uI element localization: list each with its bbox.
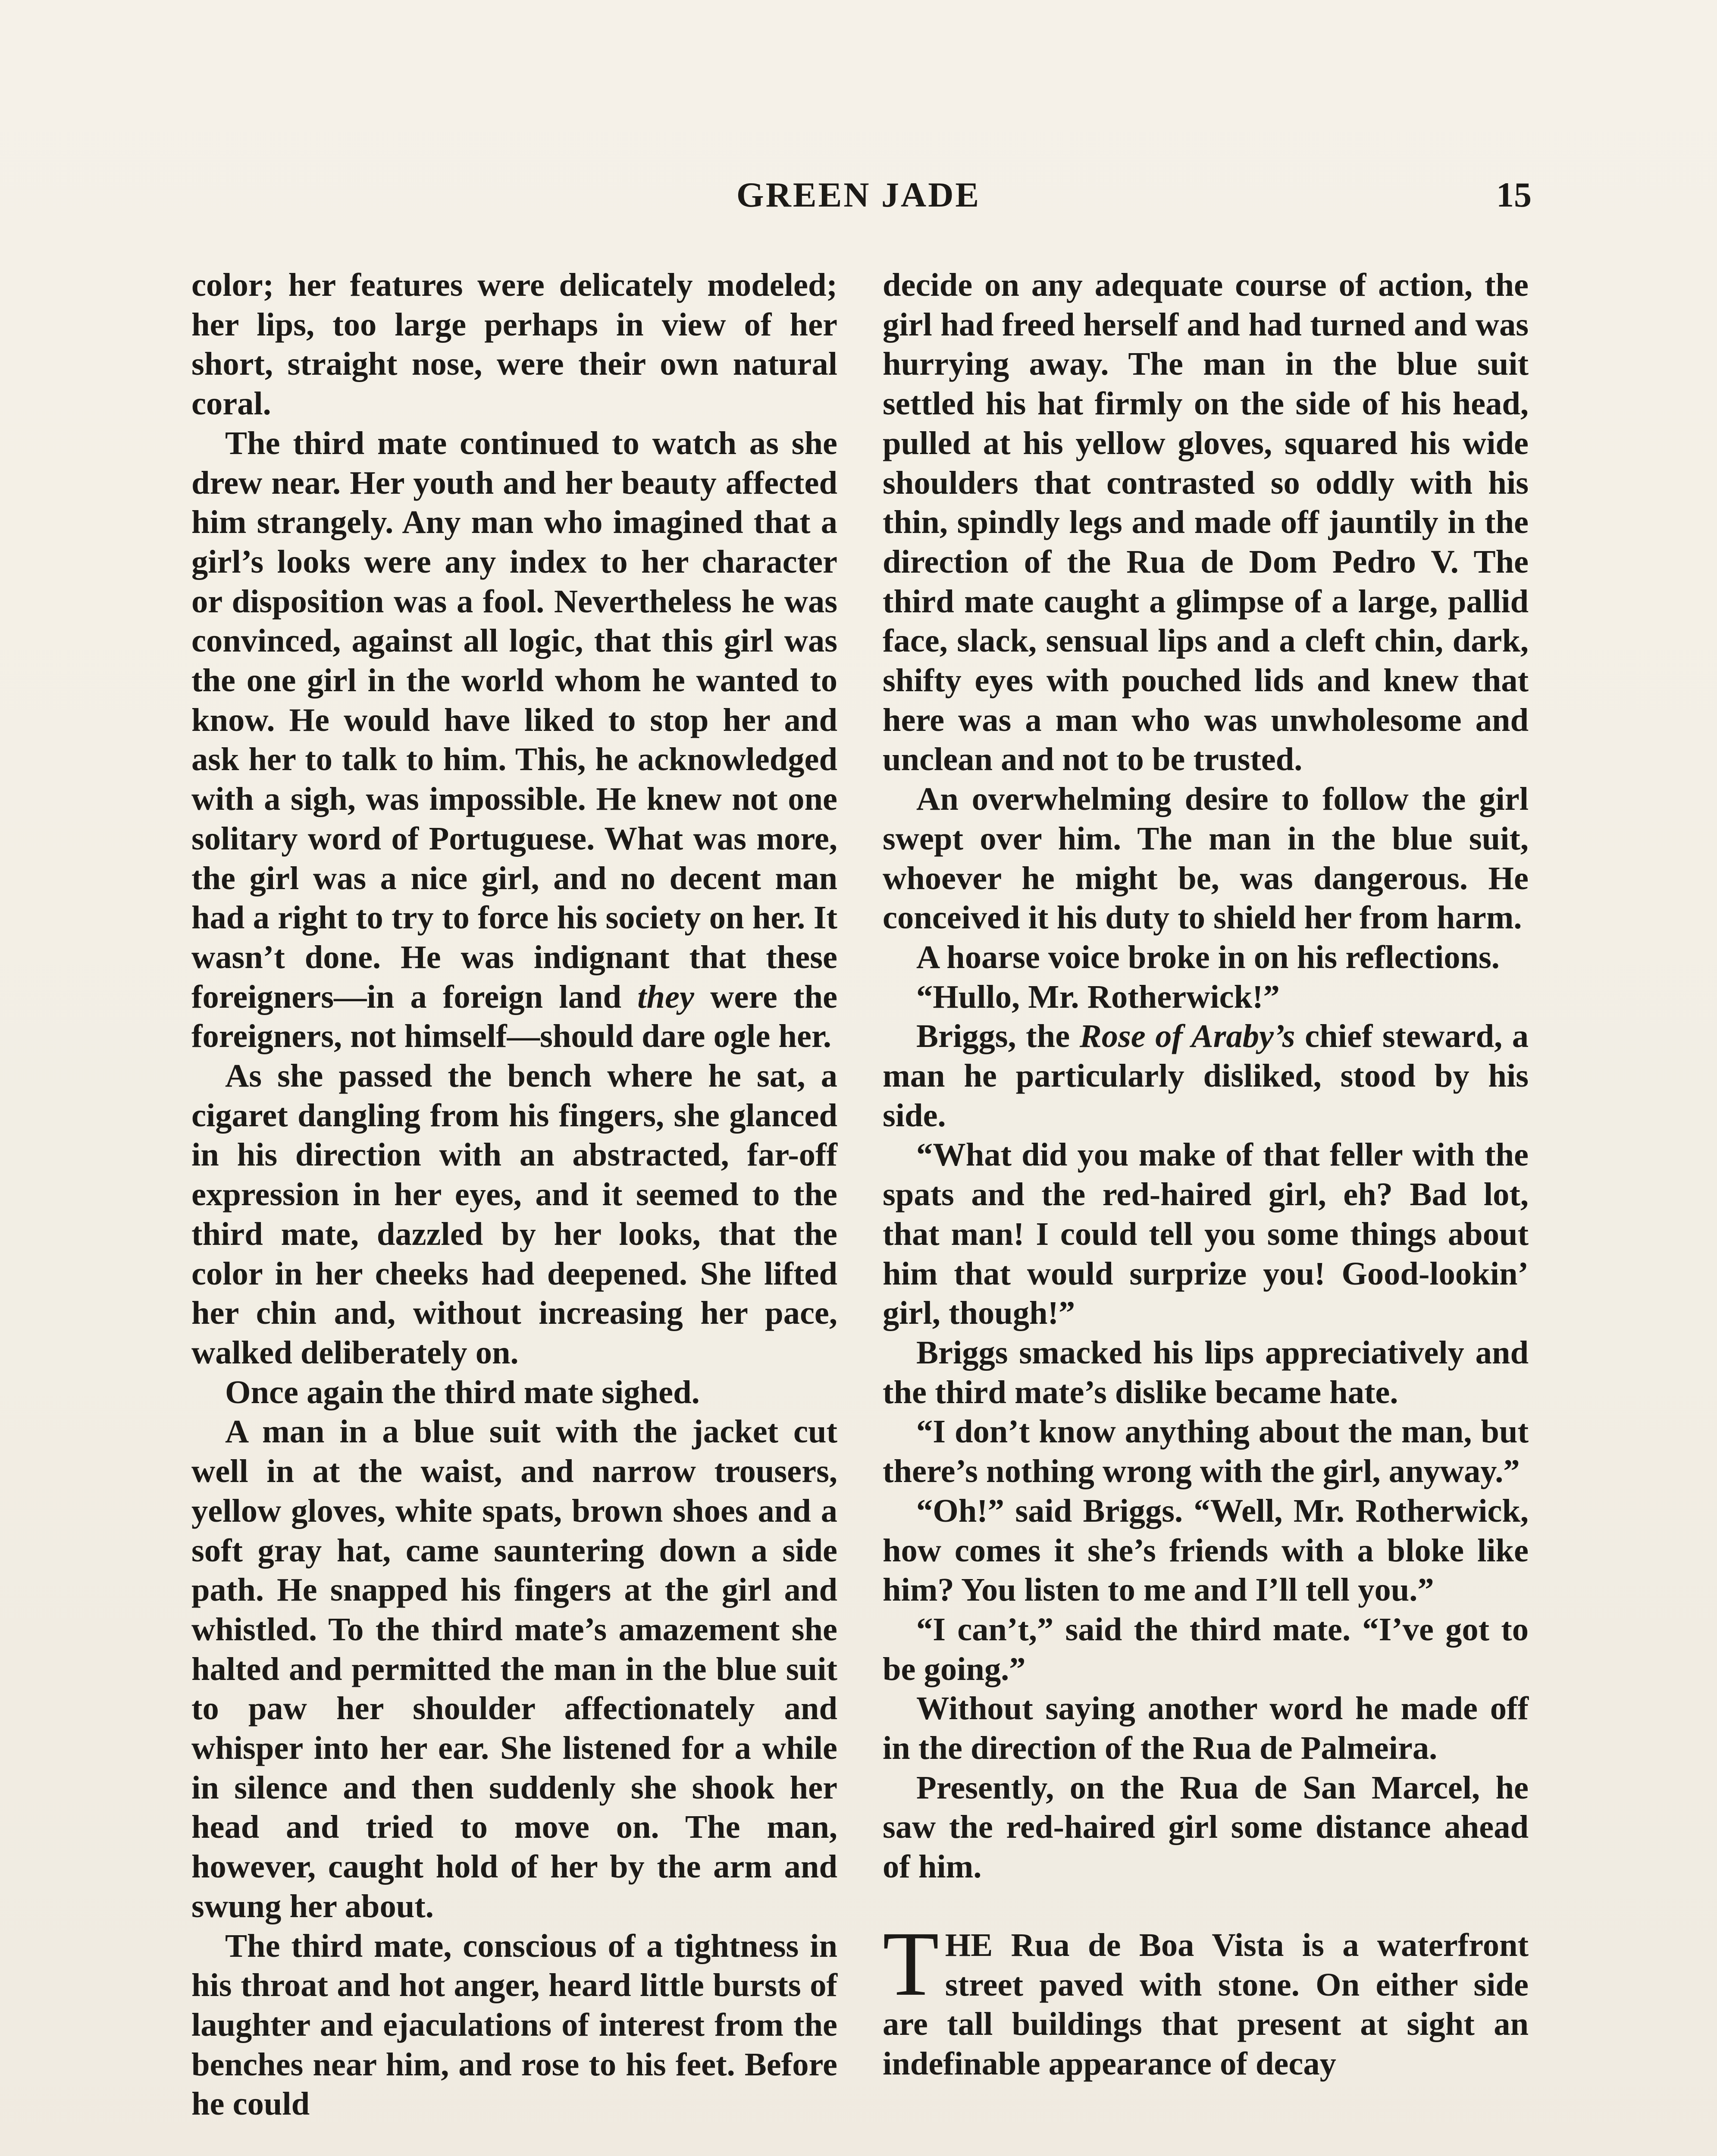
paragraph: Once again the third mate sighed. [225,1373,700,1410]
drop-cap: T [883,1912,939,2015]
paragraph: An overwhelming desire to follow the girl swept over him. The man in the blue suit, whoever he might be, was dangerous. He conceived it his duty to shield her from harm. [883,780,1529,936]
paragraph-text: chief steward, a man he particularly disliked, stood by his side. [883,1018,1529,1134]
italic-emphasis: they [637,978,694,1015]
right-column [883,265,1529,2084]
paragraph: “I can’t,” said the third mate. “I’ve got to be going.” [883,1611,1529,1687]
paragraph: decide on any adequate course of action, the girl had freed herself and had turned and was hurrying away. The man in the blue suit settled his hat firmly on the side of his head, pulled at his yellow gloves, squared his wide shoulders that contrasted so oddly with his thin, spindly legs and made off jauntily in the direction of the Rua de Dom Pedro V. The third mate caught a glimpse of a large, pallid face, slack, sensual lips and a cleft chin, dark, shifty eyes with pouched lids and knew that here was a man who was unwholesome and unclean and not to be trusted. [883,266,1529,778]
running-title: GREEN JADE [736,175,981,214]
paragraph [883,1016,1529,1135]
paragraph-text: HE Rua de Boa Vista is a waterfront street paved with stone. On either side are tall buildings that present at sight an indefinable appearance of decay [883,1926,1529,2082]
paragraph: “Oh!” said Briggs. “Well, Mr. Rotherwick, how comes it she’s friends with a bloke like him? You listen to me and I’ll tell you.” [883,1492,1529,1608]
paragraph: “Hullo, Mr. Rotherwick!” [916,978,1280,1015]
paragraph [191,423,837,1056]
paragraph: “I don’t know anything about the man, but there’s nothing wrong with the girl, anyway.” [883,1413,1529,1490]
page-number: 15 [1496,175,1532,214]
paragraph: A hoarse voice broke in on his reflections. [916,938,1500,975]
section-opening-paragraph [883,1912,1529,2084]
paragraph: “What did you make of that feller with the spats and the red-haired girl, eh? Bad lot, that man! I could tell you some things about him that would surprize you! Good-lookin’ girl, though!” [883,1136,1529,1332]
paragraph: As she passed the bench where he sat, a cigaret dangling from his fingers, she glanced in his direction with an abstracted, far-off expression in her eyes, and it seemed to the third mate, dazzled by her looks, that the color in her cheeks had deepened. She lifted her chin and, without increasing her pace, walked deliberately on. [191,1057,837,1371]
paragraph: Presently, on the Rua de San Marcel, he saw the red-haired girl some distance ahead of him. [883,1769,1529,1885]
paragraph: A man in a blue suit with the jacket cut well in at the waist, and narrow trousers, yellow gloves, white spats, brown shoes and a soft gray hat, came sauntering down a side path. He snapped his fingers at the girl and whistled. To the third mate’s amazement she halted and permitted the man in the blue suit to paw her shoulder affectionately and whisper into her ear. She listened for a while in silence and then suddenly she shook her head and tried to move on. The man, however, caught hold of her by the arm and swung her about. [191,1413,837,1924]
left-column [191,265,837,2124]
paragraph: color; her features were delicately modeled; her lips, too large perhaps in view of her short, straight nose, were their own natural coral. [191,266,837,422]
paragraph: Briggs smacked his lips appreciatively and the third mate’s dislike became hate. [883,1334,1529,1410]
paragraph-text: Briggs, the [916,1018,1070,1055]
paragraph: The third mate, conscious of a tightness in his throat and hot anger, heard little bursts of laughter and ejaculations of interest from the benches near him, and rose to his feet. Before he could [191,1927,837,2122]
paragraph-text: were the foreigners, not himself—should dare ogle her. [191,978,838,1055]
ship-name: Rose of Araby’s [1079,1018,1295,1055]
paragraph: Without saying another word he made off in the direction of the Rua de Palmeira. [883,1690,1529,1767]
paragraph-text: The third mate continued to watch as she drew near. Her youth and her beauty affected him strangely. Any man who imagined that a girl’s looks were any index to her character or disposition was a fool. Nevertheless he was convinced, against all logic, that this girl was the one girl in the world whom he wanted to know. He would have liked to stop her and ask her to talk to him. This, he acknowledged with a sigh, was impossible. He knew not one solitary word of Portuguese. What was more, the girl was a nice girl, and no decent man had a right to try to force his society on her. It wasn’t done. He was indignant that these foreigners—in a foreign land [191,424,837,1015]
